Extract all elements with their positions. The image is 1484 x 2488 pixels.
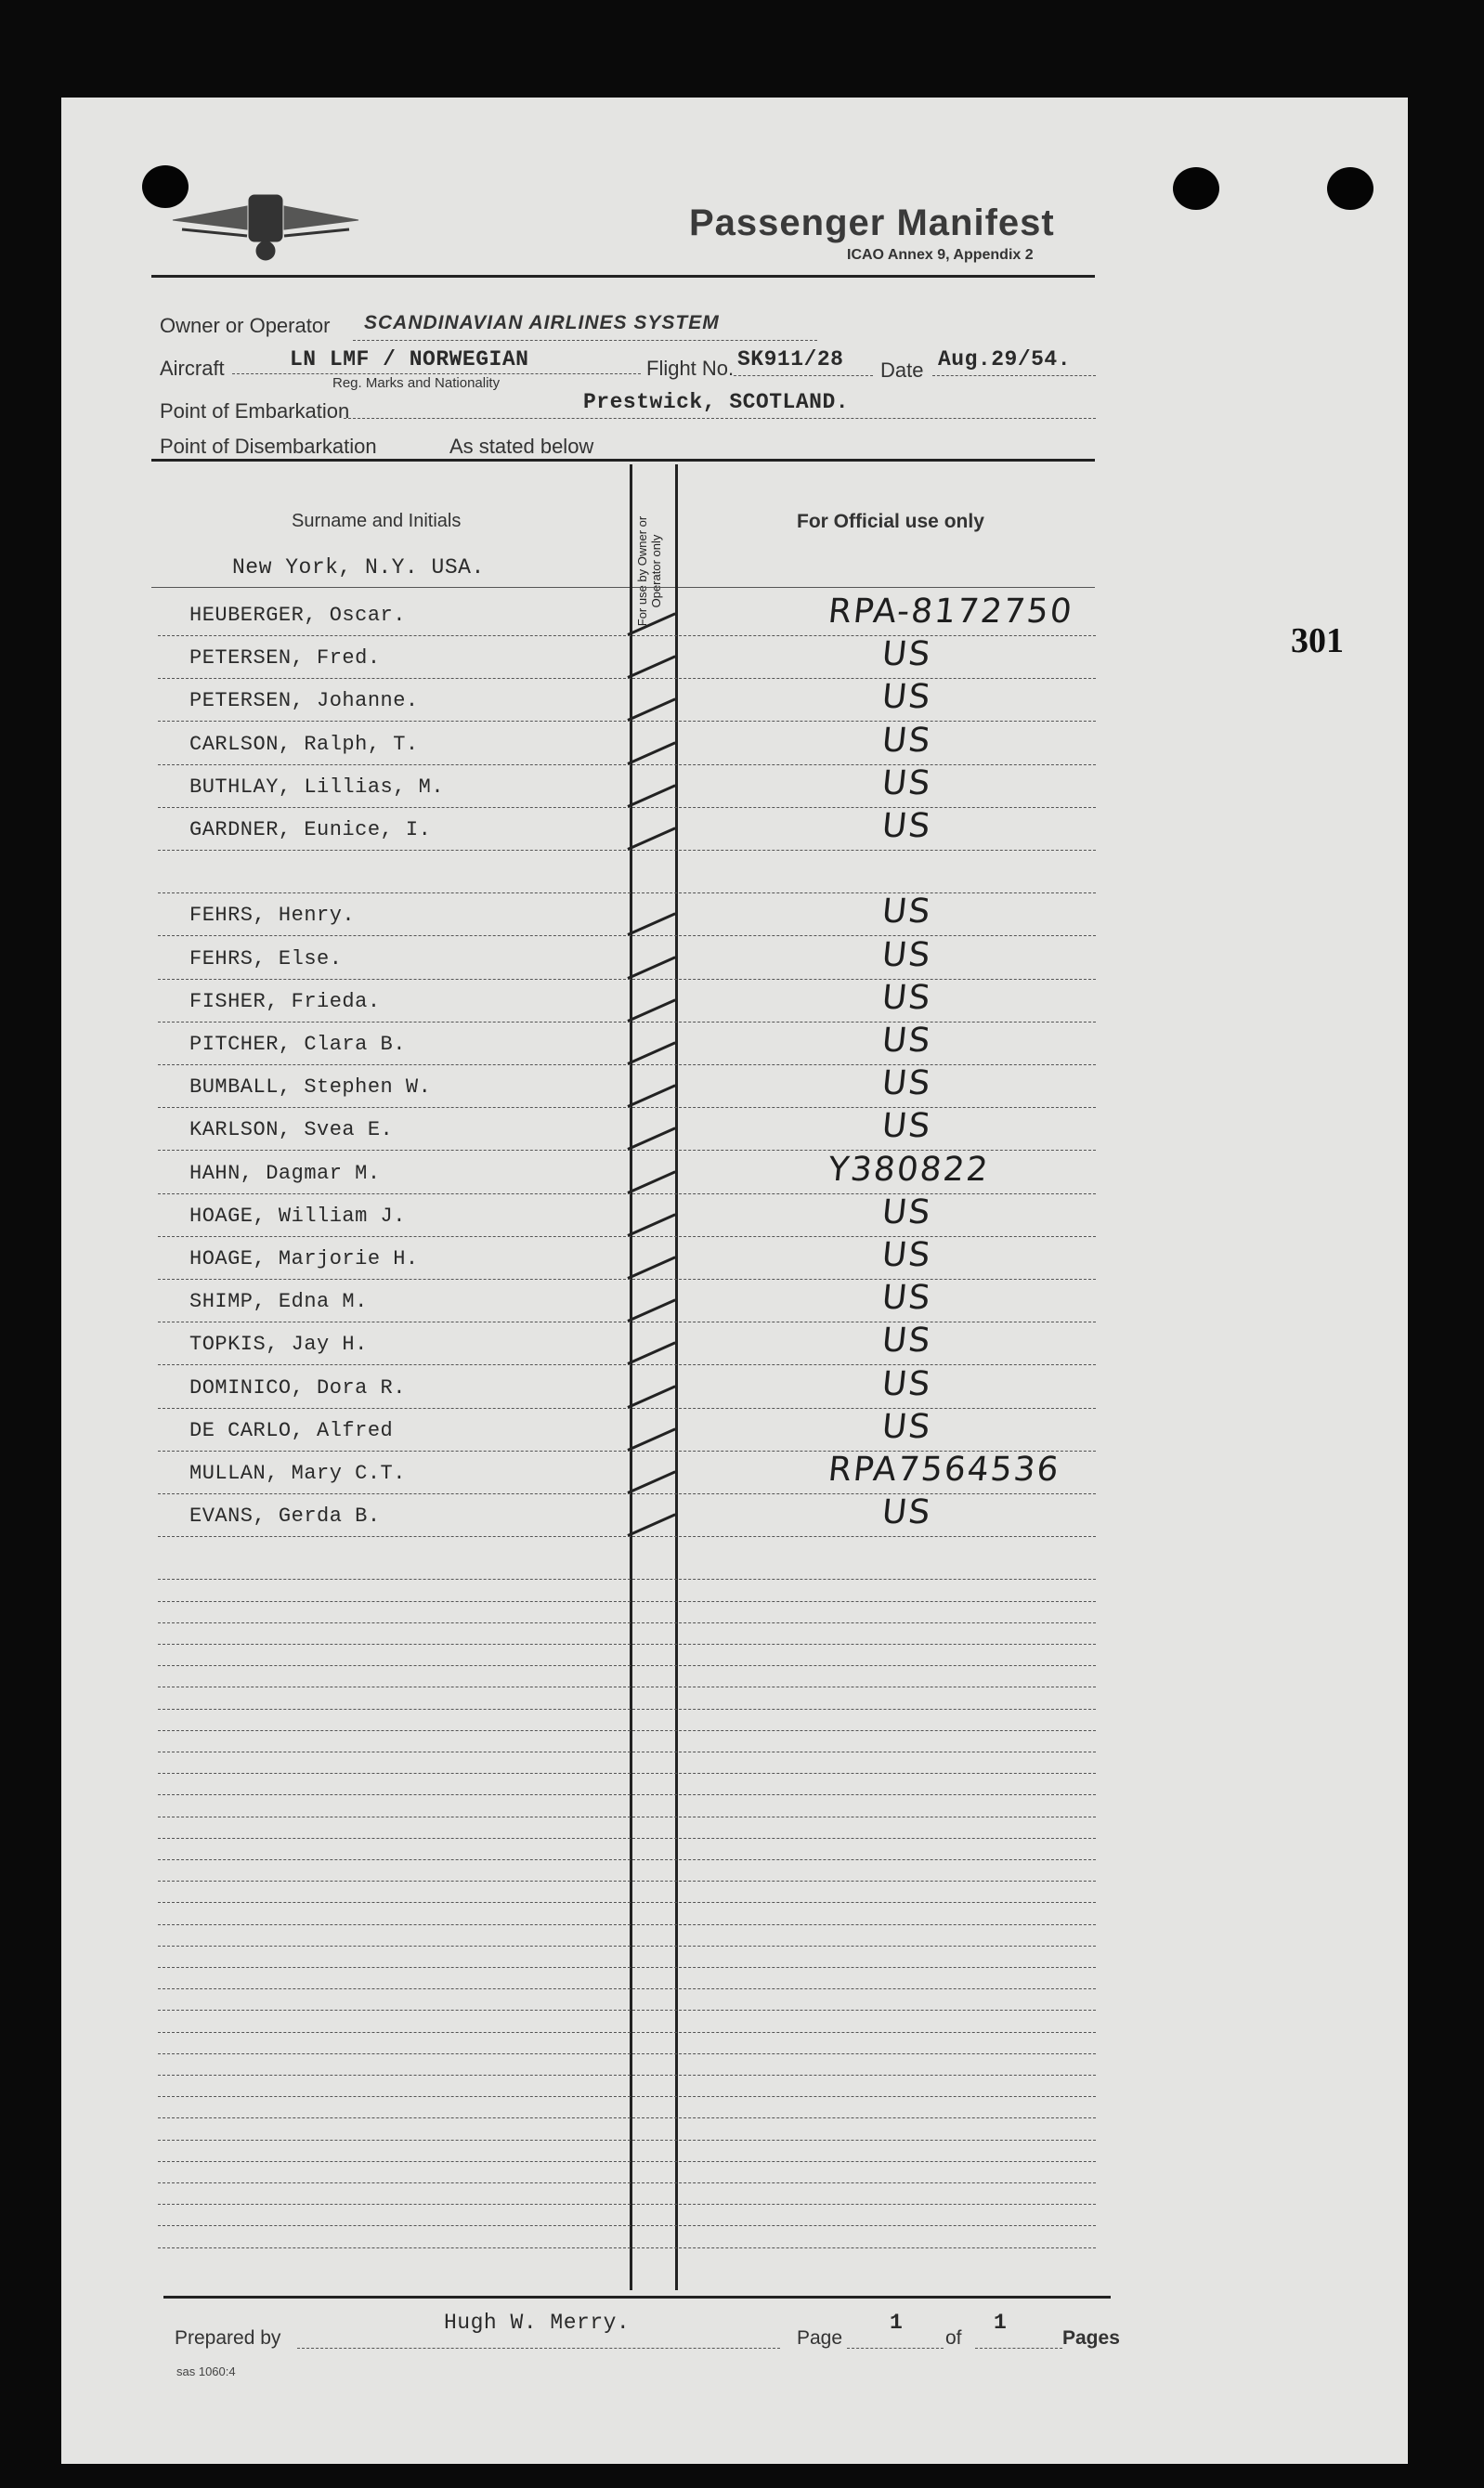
- blank-row-rule: [158, 2161, 1096, 2162]
- check-mark-icon: [627, 697, 675, 722]
- blank-row-rule: [158, 1859, 1096, 1860]
- flight-label: Flight No.: [646, 357, 735, 380]
- official-entry: US: [879, 678, 934, 716]
- passenger-row: [0, 1493, 1484, 1545]
- destination-heading: New York, N.Y. USA.: [232, 555, 485, 580]
- passenger-row: [0, 1451, 1484, 1503]
- blank-row-rule: [158, 1665, 1096, 1666]
- passenger-name: PITCHER, Clara B.: [189, 1033, 406, 1056]
- of-label: of: [945, 2327, 962, 2349]
- passenger-name: MULLAN, Mary C.T.: [189, 1462, 406, 1485]
- blank-row-rule: [158, 2204, 1096, 2205]
- disembarkation-value: As stated below: [449, 435, 594, 458]
- official-entry: Y380822: [826, 1151, 992, 1189]
- blank-row-rule: [158, 1946, 1096, 1947]
- passenger-row: [0, 1107, 1484, 1159]
- passenger-name: PETERSEN, Johanne.: [189, 689, 419, 712]
- passenger-name: HOAGE, Marjorie H.: [189, 1247, 419, 1270]
- passenger-name: GARDNER, Eunice, I.: [189, 818, 432, 841]
- official-entry: US: [879, 635, 934, 673]
- passenger-name: HAHN, Dagmar M.: [189, 1162, 381, 1185]
- check-mark-icon: [627, 1385, 675, 1409]
- footer-rule: [163, 2296, 1111, 2299]
- check-mark-icon: [627, 1084, 675, 1108]
- page-label: Page: [797, 2327, 843, 2349]
- check-mark-icon: [627, 1341, 675, 1365]
- row-rule: [158, 1064, 1096, 1065]
- row-rule: [158, 1107, 1096, 1108]
- airline-logo-icon: [163, 178, 368, 262]
- official-entry: US: [879, 892, 934, 931]
- row-rule: [158, 935, 1096, 936]
- embarkation-value: Prestwick, SCOTLAND.: [583, 390, 850, 414]
- owner-line: [353, 340, 817, 341]
- blank-row-rule: [158, 1601, 1096, 1602]
- row-rule: [158, 1022, 1096, 1023]
- check-mark-icon: [627, 1427, 675, 1452]
- of-value: 1: [994, 2311, 1008, 2335]
- embarkation-line: [344, 418, 1096, 419]
- header-row-line: [151, 587, 1095, 588]
- official-entry: RPA7564536: [826, 1451, 1062, 1489]
- official-entry: US: [879, 1107, 934, 1145]
- blank-row-rule: [158, 2182, 1096, 2183]
- check-mark-icon: [627, 612, 675, 636]
- official-entry: US: [879, 1236, 934, 1274]
- check-mark-icon: [627, 655, 675, 679]
- passenger-row: [0, 1022, 1484, 1074]
- check-mark-icon: [627, 1170, 675, 1194]
- date-label: Date: [880, 358, 924, 382]
- passenger-row: [0, 979, 1484, 1031]
- check-mark-icon: [627, 998, 675, 1023]
- blank-row-rule: [158, 1967, 1096, 1968]
- flight-value: SK911/28: [737, 347, 844, 371]
- passenger-row: [0, 1408, 1484, 1460]
- passenger-row: [0, 1193, 1484, 1245]
- passenger-row: [0, 1279, 1484, 1331]
- blank-row-rule: [158, 2225, 1096, 2226]
- official-entry: RPA-8172750: [826, 593, 1075, 631]
- blank-row-rule: [158, 2117, 1096, 2118]
- passenger-row: [0, 1322, 1484, 1374]
- form-code: sas 1060:4: [176, 2364, 236, 2378]
- passenger-name: HOAGE, William J.: [189, 1205, 406, 1228]
- passenger-name: PETERSEN, Fred.: [189, 646, 381, 670]
- owner-label: Owner or Operator: [160, 314, 331, 337]
- passenger-row: [0, 722, 1484, 774]
- official-entry: US: [879, 1022, 934, 1060]
- blank-row-rule: [158, 1730, 1096, 1731]
- blank-row-rule: [158, 1924, 1096, 1925]
- passenger-row: [0, 1064, 1484, 1116]
- row-rule: [158, 1408, 1096, 1409]
- header-rule: [151, 275, 1095, 278]
- passenger-name: HEUBERGER, Oscar.: [189, 604, 406, 627]
- check-mark-icon: [627, 1298, 675, 1322]
- passenger-row: [0, 892, 1484, 944]
- official-entry: US: [879, 1193, 934, 1231]
- passenger-name: DOMINICO, Dora R.: [189, 1376, 406, 1400]
- check-mark-icon: [627, 1513, 675, 1537]
- official-entry: US: [879, 1279, 934, 1317]
- official-entry: US: [879, 1365, 934, 1403]
- passenger-name: FEHRS, Henry.: [189, 904, 356, 927]
- row-rule: [158, 1193, 1096, 1194]
- blank-row-rule: [158, 2140, 1096, 2141]
- disembarkation-label: Point of Disembarkation: [160, 435, 377, 458]
- row-rule: [158, 1236, 1096, 1237]
- blank-row-rule: [158, 1644, 1096, 1645]
- blank-row-rule: [158, 1709, 1096, 1710]
- prepared-line: [297, 2348, 780, 2349]
- blank-row-rule: [158, 2247, 1096, 2248]
- official-entry: US: [879, 1408, 934, 1446]
- official-column-header: For Official use only: [797, 511, 984, 532]
- row-rule: [158, 1279, 1096, 1280]
- passenger-row: [0, 936, 1484, 988]
- aircraft-sublabel: Reg. Marks and Nationality: [332, 375, 501, 391]
- row-rule: [158, 678, 1096, 679]
- date-value: Aug.29/54.: [938, 347, 1072, 371]
- blank-row-rule: [158, 2010, 1096, 2011]
- blank-row-rule: [158, 1902, 1096, 1903]
- passenger-name: CARLSON, Ralph, T.: [189, 733, 419, 756]
- blank-row-rule: [158, 1579, 1096, 1580]
- embarkation-label: Point of Embarkation: [160, 399, 350, 423]
- flight-line: [734, 375, 873, 376]
- blank-row-rule: [158, 2096, 1096, 2097]
- row-rule: [158, 979, 1096, 980]
- row-rule: [158, 635, 1096, 636]
- passenger-row: [0, 1151, 1484, 1203]
- blank-row-rule: [158, 2032, 1096, 2033]
- row-rule: [158, 1364, 1096, 1365]
- passenger-row: [0, 1236, 1484, 1288]
- passenger-row: [0, 1365, 1484, 1417]
- form-subtitle: ICAO Annex 9, Appendix 2: [847, 247, 1034, 263]
- check-mark-icon: [627, 741, 675, 765]
- aircraft-value: LN LMF / NORWEGIAN: [290, 347, 529, 371]
- row-rule: [158, 721, 1096, 722]
- owner-use-column-header: For use by Owner or Operator only: [635, 515, 663, 627]
- row-rule: [158, 1493, 1096, 1494]
- prepared-value: Hugh W. Merry.: [444, 2311, 631, 2335]
- page-stamp-number: 301: [1291, 621, 1344, 660]
- fields-bottom-rule: [151, 459, 1095, 462]
- passenger-row: [0, 593, 1484, 645]
- passenger-name: TOPKIS, Jay H.: [189, 1333, 368, 1356]
- passenger-name: FEHRS, Else.: [189, 947, 343, 970]
- blank-row-rule: [158, 2053, 1096, 2054]
- passenger-row: [0, 807, 1484, 859]
- aircraft-line: [232, 373, 641, 374]
- check-mark-icon: [627, 1213, 675, 1237]
- passenger-row: [0, 764, 1484, 816]
- official-entry: US: [879, 807, 934, 845]
- passenger-name: DE CARLO, Alfred: [189, 1419, 394, 1442]
- passenger-name: KARLSON, Svea E.: [189, 1118, 394, 1141]
- owner-value: SCANDINAVIAN AIRLINES SYSTEM: [364, 312, 720, 333]
- official-entry: US: [879, 979, 934, 1017]
- blank-row-rule: [158, 1881, 1096, 1882]
- blank-row-rule: [158, 2075, 1096, 2076]
- row-rule: [158, 764, 1096, 765]
- check-mark-icon: [627, 1041, 675, 1065]
- blank-row-rule: [158, 1988, 1096, 1989]
- official-entry: US: [879, 1064, 934, 1102]
- passenger-name: BUMBALL, Stephen W.: [189, 1075, 432, 1099]
- official-entry: US: [879, 936, 934, 974]
- row-rule: [158, 892, 1096, 893]
- row-rule: [158, 850, 1096, 851]
- row-rule: [158, 1536, 1096, 1537]
- passenger-name: SHIMP, Edna M.: [189, 1290, 368, 1313]
- blank-row-rule: [158, 1838, 1096, 1839]
- pages-label: Pages: [1062, 2327, 1120, 2349]
- blank-row-rule: [158, 1773, 1096, 1774]
- punch-hole: [1327, 167, 1373, 210]
- official-entry: US: [879, 1322, 934, 1360]
- page-line: [847, 2348, 944, 2349]
- passenger-row: [0, 859, 1484, 902]
- passenger-name: EVANS, Gerda B.: [189, 1505, 381, 1528]
- prepared-label: Prepared by: [175, 2327, 281, 2349]
- row-rule: [158, 807, 1096, 808]
- check-mark-icon: [627, 1127, 675, 1151]
- passenger-row: [0, 678, 1484, 730]
- date-line: [932, 375, 1096, 376]
- of-line: [975, 2348, 1062, 2349]
- punch-hole: [1173, 167, 1219, 210]
- check-mark-icon: [627, 827, 675, 851]
- official-entry: US: [879, 764, 934, 802]
- blank-row-rule: [158, 1622, 1096, 1623]
- check-mark-icon: [627, 784, 675, 808]
- form-title: Passenger Manifest: [689, 202, 1055, 243]
- check-mark-icon: [627, 1256, 675, 1280]
- aircraft-label: Aircraft: [160, 357, 225, 380]
- surname-column-header: Surname and Initials: [292, 511, 462, 531]
- page-value: 1: [890, 2311, 904, 2335]
- passenger-name: FISHER, Frieda.: [189, 990, 381, 1013]
- check-mark-icon: [627, 912, 675, 936]
- official-entry: US: [879, 722, 934, 760]
- blank-row-rule: [158, 1794, 1096, 1795]
- check-mark-icon: [627, 956, 675, 980]
- passenger-name: BUTHLAY, Lillias, M.: [189, 775, 445, 799]
- official-entry: US: [879, 1493, 934, 1531]
- check-mark-icon: [627, 1470, 675, 1494]
